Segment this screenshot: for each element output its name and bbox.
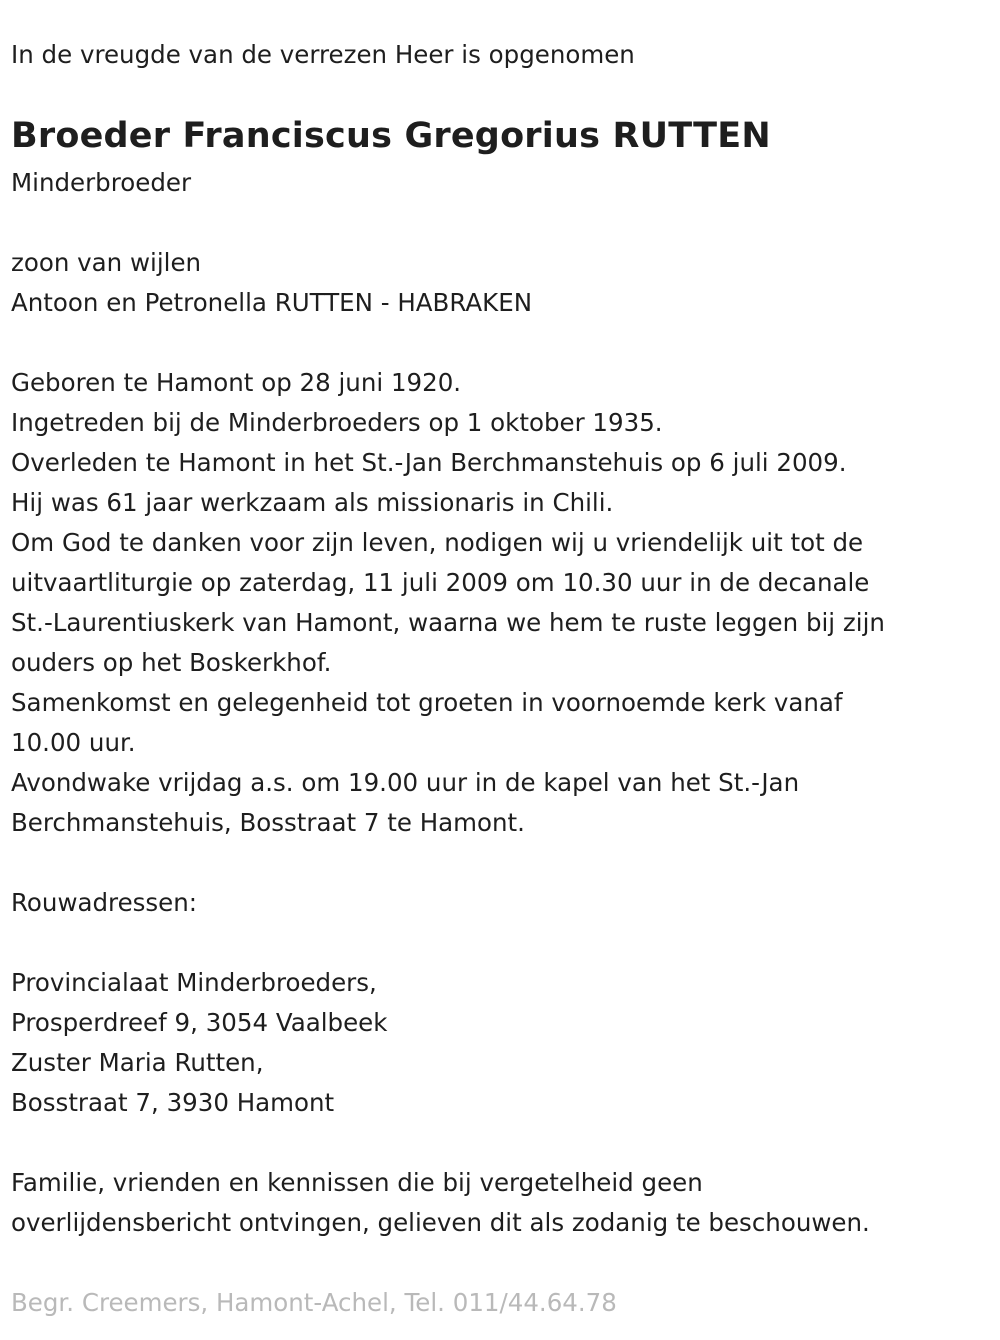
- addresses-heading: Rouwadressen:: [11, 888, 198, 917]
- details-block: [11, 363, 885, 843]
- detail-line: Geboren te Hamont op 28 juni 1920.: [11, 368, 462, 397]
- detail-line: Hij was 61 jaar werkzaam als missionaris in Chili.: [11, 488, 614, 517]
- intro-text: In de vreugde van de verrezen Heer is opgenomen: [11, 40, 635, 69]
- detail-line: uitvaartliturgie op zaterdag, 11 juli 2009 om 10.30 uur in de decanale: [11, 568, 870, 597]
- notice-line: overlijdensbericht ontvingen, gelieven dit als zodanig te beschouwen.: [11, 1208, 870, 1237]
- address-line: Prosperdreef 9, 3054 Vaalbeek: [11, 1008, 388, 1037]
- parents-intro: zoon van wijlen: [11, 248, 202, 277]
- notice-block: [11, 1163, 870, 1243]
- deceased-order: Minderbroeder: [11, 168, 192, 197]
- detail-line: Ingetreden bij de Minderbroeders op 1 oktober 1935.: [11, 408, 663, 437]
- detail-line: Om God te danken voor zijn leven, nodigen wij u vriendelijk uit tot de: [11, 528, 864, 557]
- detail-line: Samenkomst en gelegenheid tot groeten in voornoemde kerk vanaf: [11, 688, 843, 717]
- deceased-name: Broeder Franciscus Gregorius RUTTEN: [11, 116, 771, 156]
- address-line: Zuster Maria Rutten,: [11, 1048, 264, 1077]
- undertaker-block: [11, 1283, 617, 1323]
- parents-block: [11, 243, 532, 323]
- addresses-block: [11, 883, 387, 1123]
- address-line: Provincialaat Minderbroeders,: [11, 968, 377, 997]
- undertaker-info: Begr. Creemers, Hamont-Achel, Tel. 011/44.64.78: [11, 1288, 617, 1317]
- deceased-order-block: [11, 163, 191, 203]
- detail-line: Avondwake vrijdag a.s. om 19.00 uur in de kapel van het St.-Jan: [11, 768, 800, 797]
- detail-line: ouders op het Boskerkhof.: [11, 648, 332, 677]
- detail-line: Overleden te Hamont in het St.-Jan Berchmanstehuis op 6 juli 2009.: [11, 448, 847, 477]
- detail-line: Berchmanstehuis, Bosstraat 7 te Hamont.: [11, 808, 525, 837]
- detail-line: St.-Laurentiuskerk van Hamont, waarna we hem te ruste leggen bij zijn: [11, 608, 885, 637]
- notice-line: Familie, vrienden en kennissen die bij vergetelheid geen: [11, 1168, 703, 1197]
- address-line: Bosstraat 7, 3930 Hamont: [11, 1088, 335, 1117]
- detail-line: 10.00 uur.: [11, 728, 136, 757]
- parents-names: Antoon en Petronella RUTTEN - HABRAKEN: [11, 288, 533, 317]
